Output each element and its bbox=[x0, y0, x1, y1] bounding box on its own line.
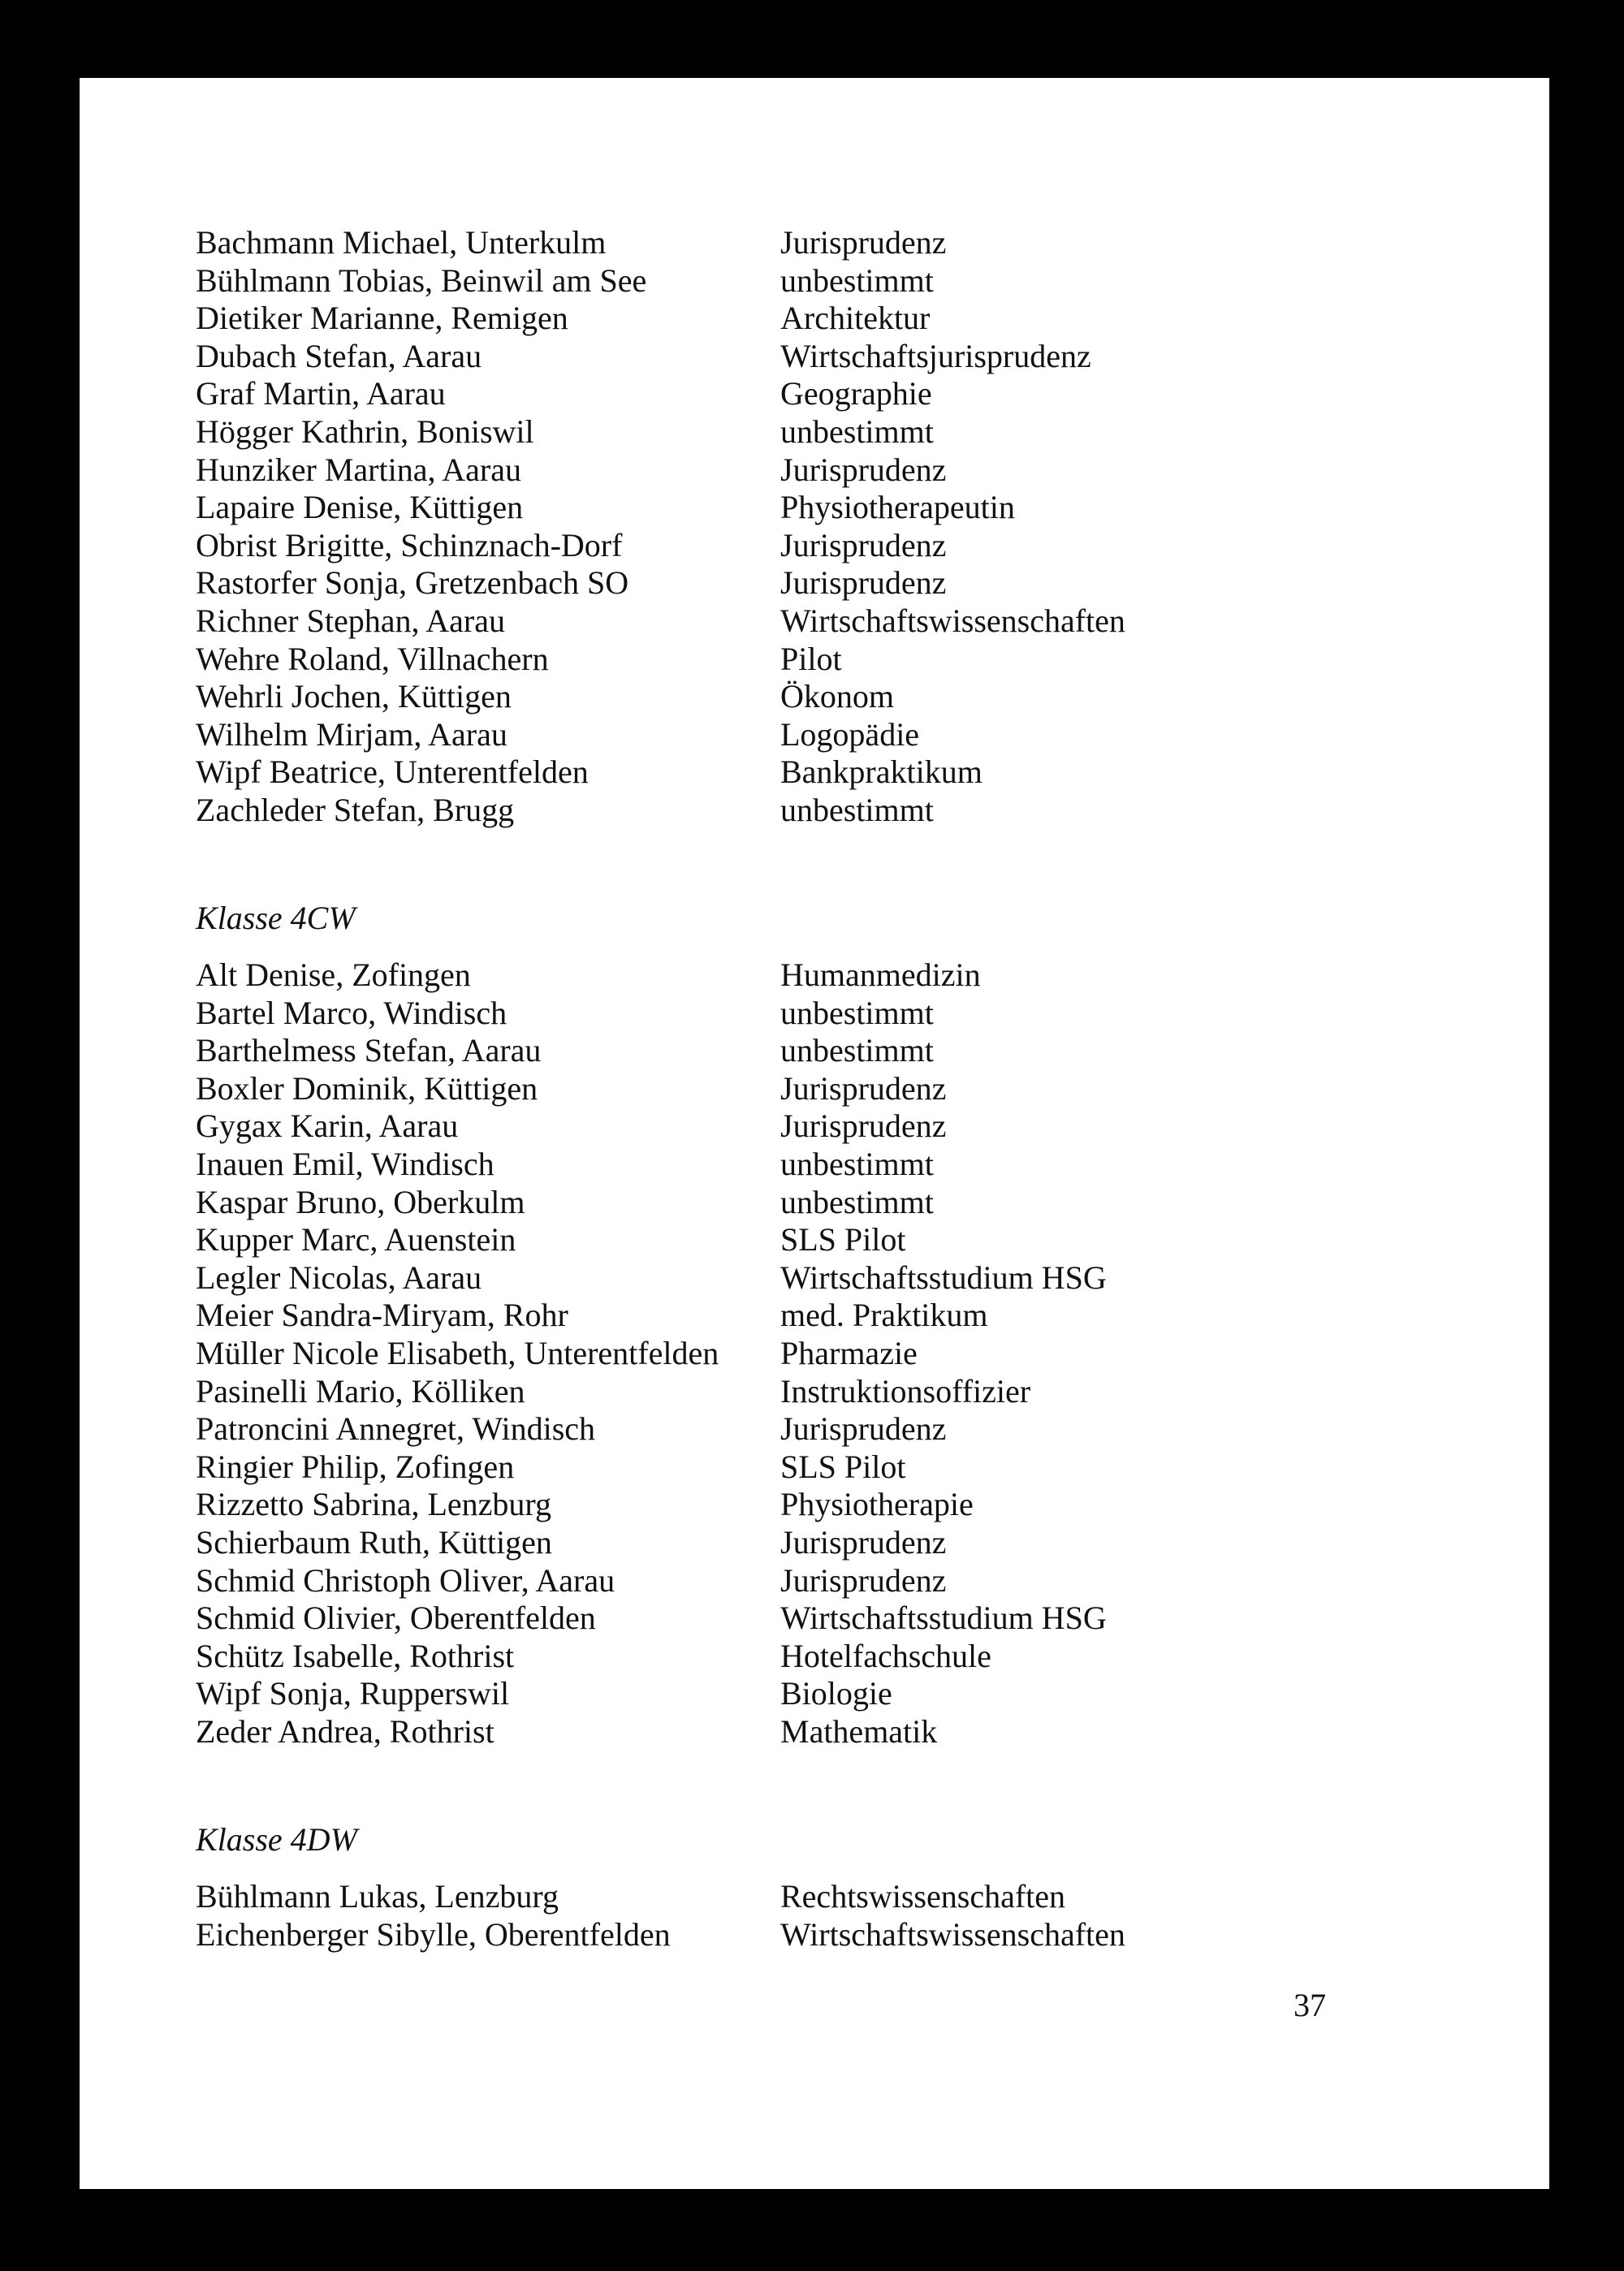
student-name: Wehre Roland, Villnachern bbox=[196, 640, 549, 677]
student-name: Patroncini Annegret, Windisch bbox=[196, 1410, 596, 1448]
section-title: Klasse 4DW bbox=[196, 1820, 357, 1858]
section bbox=[196, 224, 1462, 830]
list-item bbox=[196, 1259, 1462, 1297]
list-item bbox=[196, 995, 1462, 1033]
study-field: Physiotherapie bbox=[780, 1486, 974, 1523]
study-field: unbestimmt bbox=[780, 994, 934, 1031]
study-field: Biologie bbox=[780, 1675, 892, 1712]
study-field: Physiotherapeutin bbox=[780, 489, 1015, 526]
study-field: Jurisprudenz bbox=[780, 1524, 947, 1561]
study-field: unbestimmt bbox=[780, 791, 934, 828]
student-name: Richner Stephan, Aarau bbox=[196, 602, 505, 639]
study-field: unbestimmt bbox=[780, 1183, 934, 1220]
list-item bbox=[196, 489, 1462, 527]
study-field: Instruktionsoffizier bbox=[780, 1372, 1031, 1410]
study-field: Hotelfachschule bbox=[780, 1637, 991, 1674]
list-item bbox=[196, 527, 1462, 565]
list-item bbox=[196, 564, 1462, 602]
student-name: Lapaire Denise, Küttigen bbox=[196, 489, 524, 526]
study-field: SLS Pilot bbox=[780, 1221, 906, 1259]
section-spacer bbox=[196, 1859, 1462, 1878]
list-item bbox=[196, 1524, 1462, 1562]
list-item bbox=[196, 602, 1462, 641]
list-item bbox=[196, 678, 1462, 716]
study-field: Mathematik bbox=[780, 1712, 938, 1750]
student-name: Bühlmann Tobias, Beinwil am See bbox=[196, 261, 647, 299]
list-item bbox=[196, 1562, 1462, 1600]
study-field: SLS Pilot bbox=[780, 1448, 906, 1485]
list-item bbox=[196, 1410, 1462, 1449]
list-item bbox=[196, 641, 1462, 679]
study-field: Jurisprudenz bbox=[780, 1561, 947, 1599]
list-item bbox=[196, 1297, 1462, 1335]
student-name: Wipf Sonja, Rupperswil bbox=[196, 1675, 510, 1712]
study-field: unbestimmt bbox=[780, 1146, 934, 1183]
student-name: Schmid Olivier, Oberentfelden bbox=[196, 1600, 596, 1637]
student-name: Hunziker Martina, Aarau bbox=[196, 451, 521, 488]
study-field: Jurisprudenz bbox=[780, 1107, 947, 1145]
student-name: Pasinelli Mario, Kölliken bbox=[196, 1372, 525, 1410]
section-spacer bbox=[196, 937, 1462, 956]
student-name: Barthelmess Stefan, Aarau bbox=[196, 1032, 542, 1069]
list-item bbox=[196, 1070, 1462, 1108]
list-item bbox=[196, 1146, 1462, 1184]
student-name: Müller Nicole Elisabeth, Unterentfelden bbox=[196, 1335, 719, 1372]
list-item bbox=[196, 1878, 1462, 1916]
list-item bbox=[196, 338, 1462, 376]
study-field: Wirtschaftsstudium HSG bbox=[780, 1259, 1107, 1296]
student-name: Meier Sandra-Miryam, Rohr bbox=[196, 1297, 568, 1334]
study-field: Jurisprudenz bbox=[780, 564, 947, 602]
list-item bbox=[196, 1600, 1462, 1638]
student-name: Bartel Marco, Windisch bbox=[196, 994, 508, 1031]
study-field: Geographie bbox=[780, 375, 932, 412]
student-name: Graf Martin, Aarau bbox=[196, 375, 446, 412]
study-field: Wirtschaftswissenschaften bbox=[780, 602, 1125, 639]
student-name: Schierbaum Ruth, Küttigen bbox=[196, 1524, 552, 1561]
student-name: Rastorfer Sonja, Gretzenbach SO bbox=[196, 564, 629, 602]
student-name: Eichenberger Sibylle, Oberentfelden bbox=[196, 1915, 671, 1953]
list-item bbox=[196, 413, 1462, 451]
list-item bbox=[196, 1638, 1462, 1676]
list-item bbox=[196, 451, 1462, 490]
study-field: Ökonom bbox=[780, 678, 894, 715]
student-name: Bühlmann Lukas, Lenzburg bbox=[196, 1878, 559, 1915]
study-field: Jurisprudenz bbox=[780, 224, 947, 261]
section-spacer bbox=[196, 1751, 1462, 1821]
student-list bbox=[196, 224, 1462, 1954]
study-field: Architektur bbox=[780, 300, 931, 337]
list-item bbox=[196, 1373, 1462, 1411]
list-item bbox=[196, 1713, 1462, 1751]
section-title: Klasse 4CW bbox=[196, 899, 356, 936]
study-field: unbestimmt bbox=[780, 261, 934, 299]
list-item bbox=[196, 753, 1462, 792]
student-name: Rizzetto Sabrina, Lenzburg bbox=[196, 1486, 552, 1523]
student-name: Schütz Isabelle, Rothrist bbox=[196, 1637, 515, 1674]
list-item bbox=[196, 375, 1462, 413]
list-item bbox=[196, 1221, 1462, 1259]
student-name: Kupper Marc, Auenstein bbox=[196, 1221, 516, 1259]
student-name: Wilhelm Mirjam, Aarau bbox=[196, 715, 508, 753]
student-name: Boxler Dominik, Küttigen bbox=[196, 1069, 538, 1107]
student-name: Dietiker Marianne, Remigen bbox=[196, 300, 568, 337]
page-number: 37 bbox=[1294, 1987, 1326, 2023]
study-field: Jurisprudenz bbox=[780, 526, 947, 563]
section bbox=[196, 1751, 1462, 1954]
study-field: Wirtschaftsstudium HSG bbox=[780, 1600, 1107, 1637]
study-field: Jurisprudenz bbox=[780, 451, 947, 488]
study-field: Wirtschaftswissenschaften bbox=[780, 1915, 1125, 1953]
list-item bbox=[196, 792, 1462, 830]
document-page bbox=[80, 78, 1549, 2189]
student-name: Schmid Christoph Oliver, Aarau bbox=[196, 1561, 615, 1599]
study-field: Jurisprudenz bbox=[780, 1069, 947, 1107]
study-field: Pharmazie bbox=[780, 1335, 918, 1372]
list-item bbox=[196, 262, 1462, 300]
study-field: Logopädie bbox=[780, 715, 920, 753]
list-item bbox=[196, 1184, 1462, 1222]
student-name: Wipf Beatrice, Unterentfelden bbox=[196, 753, 589, 791]
study-field: unbestimmt bbox=[780, 412, 934, 450]
student-name: Zeder Andrea, Rothrist bbox=[196, 1712, 495, 1750]
list-item bbox=[196, 1916, 1462, 1954]
study-field: Humanmedizin bbox=[780, 956, 981, 994]
list-item bbox=[196, 1486, 1462, 1524]
list-item bbox=[196, 224, 1462, 262]
study-field: Bankpraktikum bbox=[780, 753, 983, 791]
list-item bbox=[196, 1449, 1462, 1487]
study-field: Pilot bbox=[780, 640, 842, 677]
list-item bbox=[196, 1107, 1462, 1146]
study-field: Jurisprudenz bbox=[780, 1410, 947, 1448]
student-name: Gygax Karin, Aarau bbox=[196, 1107, 459, 1145]
study-field: Rechtswissenschaften bbox=[780, 1878, 1066, 1915]
student-name: Wehrli Jochen, Küttigen bbox=[196, 678, 512, 715]
study-field: Wirtschaftsjurisprudenz bbox=[780, 337, 1091, 374]
list-item bbox=[196, 1675, 1462, 1713]
student-name: Obrist Brigitte, Schinznach-Dorf bbox=[196, 526, 623, 563]
study-field: med. Praktikum bbox=[780, 1297, 988, 1334]
section-spacer bbox=[196, 830, 1462, 900]
student-name: Legler Nicolas, Aarau bbox=[196, 1259, 482, 1296]
list-item bbox=[196, 956, 1462, 995]
section bbox=[196, 830, 1462, 1751]
student-name: Högger Kathrin, Boniswil bbox=[196, 412, 534, 450]
list-item bbox=[196, 300, 1462, 338]
student-name: Bachmann Michael, Unterkulm bbox=[196, 224, 607, 261]
list-item bbox=[196, 1335, 1462, 1373]
student-name: Dubach Stefan, Aarau bbox=[196, 337, 482, 374]
student-name: Inauen Emil, Windisch bbox=[196, 1146, 495, 1183]
student-name: Zachleder Stefan, Brugg bbox=[196, 791, 515, 828]
list-item bbox=[196, 1032, 1462, 1070]
study-field: unbestimmt bbox=[780, 1032, 934, 1069]
student-name: Kaspar Bruno, Oberkulm bbox=[196, 1183, 525, 1220]
list-item bbox=[196, 716, 1462, 754]
student-name: Alt Denise, Zofingen bbox=[196, 956, 471, 994]
student-name: Ringier Philip, Zofingen bbox=[196, 1448, 515, 1485]
